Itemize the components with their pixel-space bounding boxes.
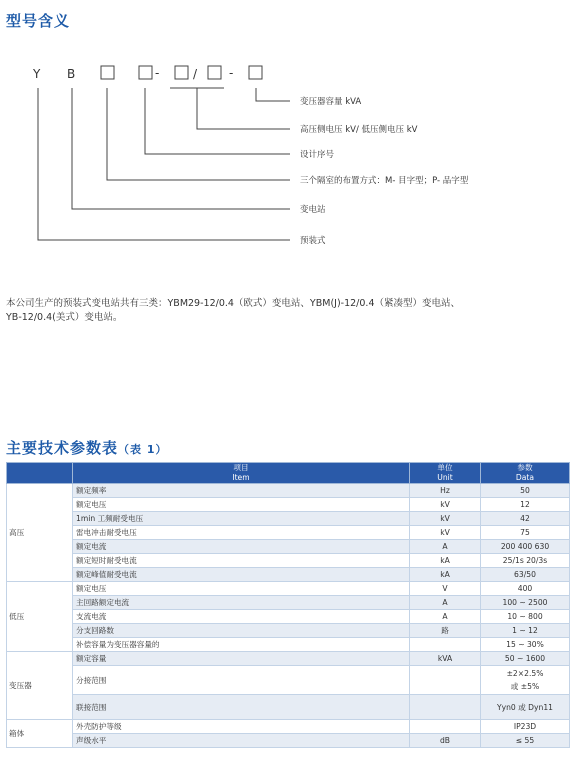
header-item: 项目 Item xyxy=(73,463,410,484)
item-cell: 分支回路数 xyxy=(73,624,410,638)
code-dash-2: - xyxy=(229,66,234,80)
callout-arrangement: 三个隔室的布置方式：M- 目字型；P- 品字型 xyxy=(300,176,469,186)
unit-cell xyxy=(410,720,481,734)
item-cell: 声级水平 xyxy=(73,734,410,748)
unit-cell xyxy=(410,695,481,720)
value-cell: 10 ~ 800 xyxy=(481,610,570,624)
value-cell: Yyn0 或 Dyn11 xyxy=(481,695,570,720)
section-title-specs xyxy=(6,437,168,458)
leader-line-1 xyxy=(256,88,290,101)
callout-prefabricated: 预装式 xyxy=(300,236,326,246)
unit-cell: Hz xyxy=(410,484,481,498)
value-cell: 50 xyxy=(481,484,570,498)
value-cell: 1 ~ 12 xyxy=(481,624,570,638)
item-cell: 外壳防护等级 xyxy=(73,720,410,734)
table-header-row xyxy=(7,463,570,484)
group-label-lv: 低压 xyxy=(7,582,73,652)
value-cell: 200 400 630 xyxy=(481,540,570,554)
unit-cell: V xyxy=(410,582,481,596)
leader-line-2 xyxy=(170,88,290,129)
unit-cell: kA xyxy=(410,568,481,582)
code-dash-1: - xyxy=(155,66,160,80)
leader-line-4 xyxy=(107,88,290,180)
specs-title: 主要技术参数表 xyxy=(6,439,119,457)
unit-cell: A xyxy=(410,610,481,624)
value-cell: 400 xyxy=(481,582,570,596)
value-cell: 15 ~ 30% xyxy=(481,638,570,652)
code-box-arrangement xyxy=(101,66,114,79)
code-box-hv-voltage xyxy=(175,66,188,79)
group-label-transformer: 变压器 xyxy=(7,652,73,720)
value-line: ±2×2.5% xyxy=(506,669,544,678)
item-cell: 额定短时耐受电流 xyxy=(73,554,410,568)
item-cell: 1min 工频耐受电压 xyxy=(73,512,410,526)
leader-line-6 xyxy=(38,88,290,240)
unit-cell: A xyxy=(410,596,481,610)
leader-line-3 xyxy=(145,88,290,154)
header-unit: 单位 Unit xyxy=(410,463,481,484)
model-code-diagram xyxy=(0,40,576,250)
item-cell: 支流电流 xyxy=(73,610,410,624)
code-letter-b: B xyxy=(67,67,76,81)
table-note: （表 1） xyxy=(118,443,168,456)
callout-capacity: 变压器容量 kVA xyxy=(300,97,362,107)
intro-line-1: 本公司生产的预装式变电站共有三类：YBM29-12/0.4（欧式）变电站、YBM(J)-12/0.4（紧凑型）变电站、 xyxy=(6,298,460,309)
unit-cell: kVA xyxy=(410,652,481,666)
value-cell: IP23D xyxy=(481,720,570,734)
value-cell xyxy=(481,666,570,695)
header-data: 参数 Data xyxy=(481,463,570,484)
item-cell: 额定容量 xyxy=(73,652,410,666)
unit-cell: kV xyxy=(410,498,481,512)
unit-cell: kV xyxy=(410,512,481,526)
value-cell: 100 ~ 2500 xyxy=(481,596,570,610)
code-box-lv-voltage xyxy=(208,66,221,79)
group-label-enclosure: 箱体 xyxy=(7,720,73,748)
unit-cell xyxy=(410,666,481,695)
item-cell: 额定峰值耐受电流 xyxy=(73,568,410,582)
item-cell: 额定频率 xyxy=(73,484,410,498)
callout-design-no: 设计序号 xyxy=(300,150,335,160)
code-box-design-no xyxy=(139,66,152,79)
intro-paragraph xyxy=(6,297,571,325)
value-line-2: 或 ±5% xyxy=(510,682,540,691)
leader-line-5 xyxy=(72,88,290,209)
unit-cell: kV xyxy=(410,526,481,540)
unit-cell: A xyxy=(410,540,481,554)
code-box-capacity xyxy=(249,66,262,79)
callout-voltage: 高压侧电压 kV/ 低压侧电压 kV xyxy=(300,125,418,135)
item-cell: 雷电冲击耐受电压 xyxy=(73,526,410,540)
item-cell: 额定电压 xyxy=(73,498,410,512)
group-label-hv: 高压 xyxy=(7,484,73,582)
unit-cell: kA xyxy=(410,554,481,568)
callout-substation: 变电站 xyxy=(300,205,326,215)
item-cell: 额定电流 xyxy=(73,540,410,554)
code-slash: / xyxy=(193,67,198,81)
header-blank xyxy=(7,463,73,484)
value-cell: 12 xyxy=(481,498,570,512)
section-title-model: 型号含义 xyxy=(6,12,71,30)
value-cell: 42 xyxy=(481,512,570,526)
intro-line-2: YB-12/0.4(美式）变电站。 xyxy=(6,312,123,323)
item-cell: 联接范围 xyxy=(73,695,410,720)
code-letter-y: Y xyxy=(33,67,41,81)
value-cell: 25/1s 20/3s xyxy=(481,554,570,568)
unit-cell: dB xyxy=(410,734,481,748)
item-cell: 主回路额定电流 xyxy=(73,596,410,610)
unit-cell: 路 xyxy=(410,624,481,638)
item-cell: 分接范围 xyxy=(73,666,410,695)
item-cell: 补偿容量为变压器容量的 xyxy=(73,638,410,652)
value-cell: 75 xyxy=(481,526,570,540)
spec-table xyxy=(6,462,570,748)
value-cell: 63/50 xyxy=(481,568,570,582)
value-cell: ≤ 55 xyxy=(481,734,570,748)
item-cell: 额定电压 xyxy=(73,582,410,596)
value-cell: 50 ~ 1600 xyxy=(481,652,570,666)
unit-cell xyxy=(410,638,481,652)
